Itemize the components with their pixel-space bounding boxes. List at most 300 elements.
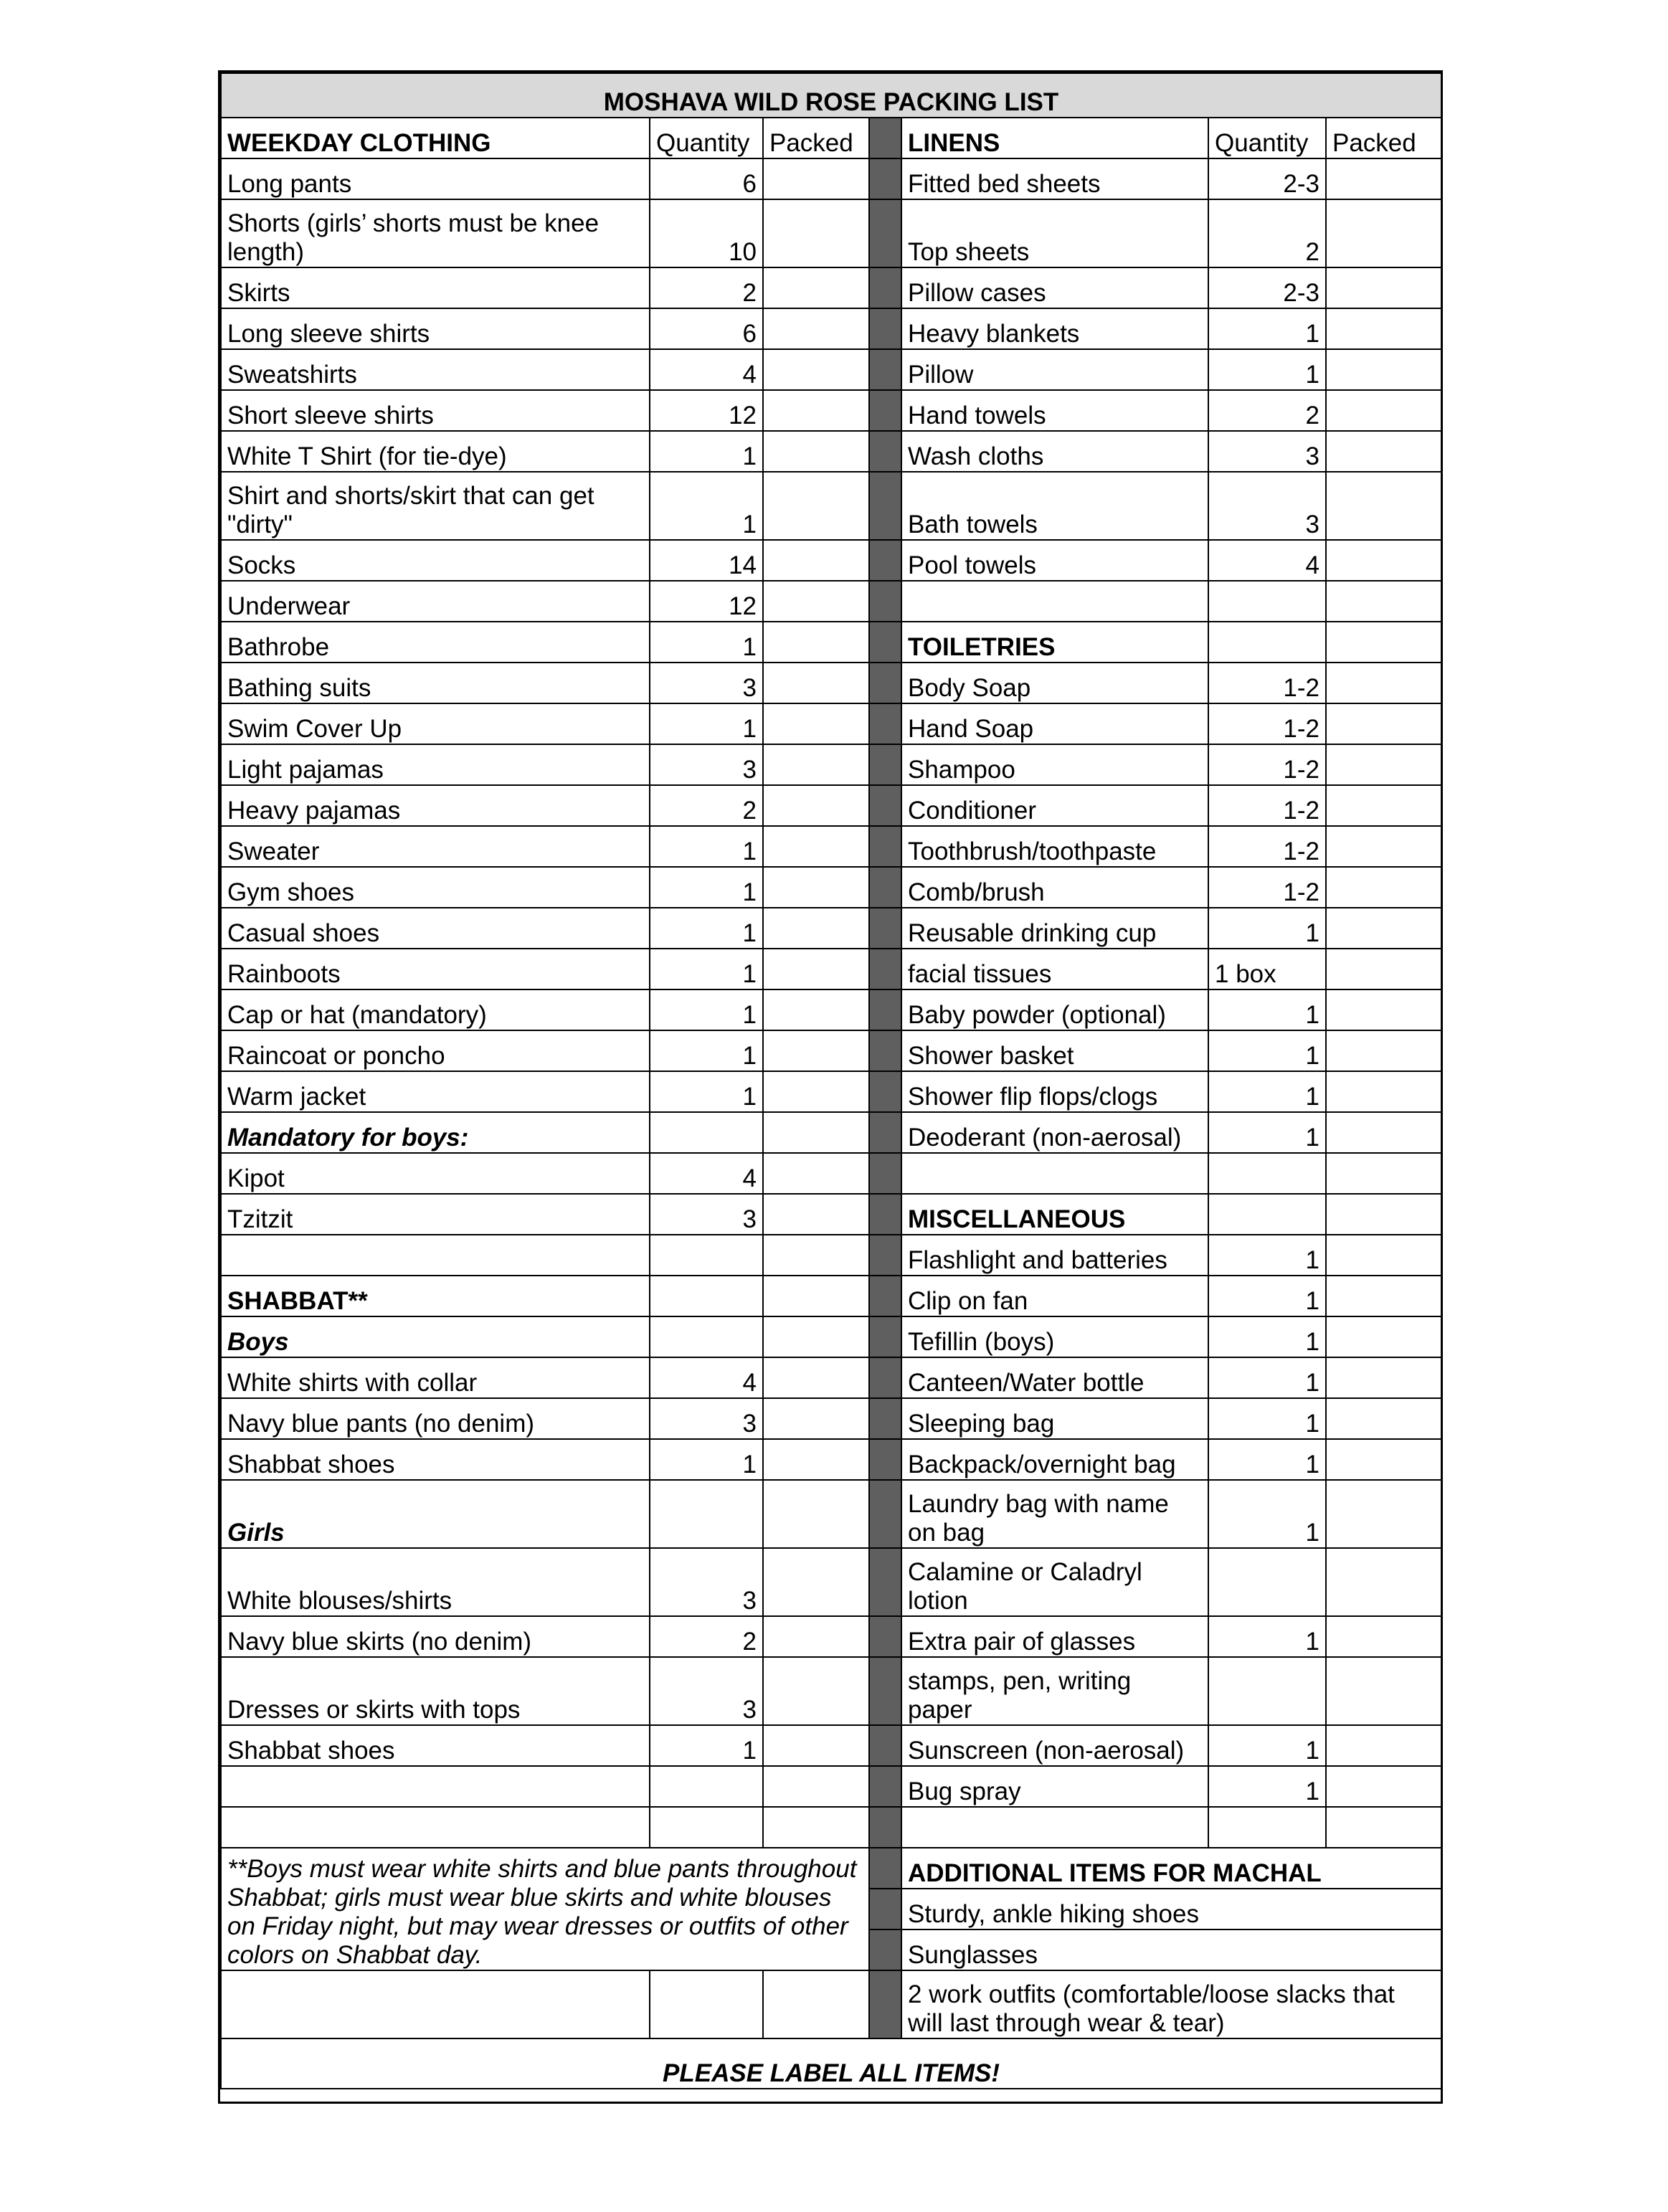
item-name: Cap or hat (mandatory) [221,989,650,1030]
item-name: Navy blue pants (no denim) [221,1398,650,1439]
column-separator [869,199,901,267]
item-name: Canteen/Water bottle [901,1357,1208,1398]
item-quantity: 4 [1208,540,1326,581]
item-quantity: 1 [650,867,763,908]
column-separator [869,1929,901,1970]
packed-checkbox-cell[interactable] [1326,1071,1441,1112]
table-row [221,1398,1441,1439]
column-separator [869,1276,901,1316]
table-row [221,1970,1441,2038]
column-separator [869,989,901,1030]
item-quantity: 1 [1208,1235,1326,1276]
item-name: Underwear [221,581,650,622]
packed-checkbox-cell[interactable] [1326,1398,1441,1439]
item-name: White blouses/shirts [221,1548,650,1616]
weekday-clothing-header: WEEKDAY CLOTHING [221,118,650,158]
packed-checkbox-cell[interactable] [763,949,869,989]
column-separator [869,1357,901,1398]
table-row [221,581,1441,622]
table-row [221,1112,1441,1153]
item-quantity: 1 [650,1439,763,1480]
item-name: Sweater [221,826,650,867]
packed-checkbox-cell[interactable] [763,1548,869,1616]
item-quantity: 1 [1208,908,1326,949]
item-name: Top sheets [901,199,1208,267]
column-separator [869,1616,901,1657]
column-separator [869,744,901,785]
item-name: Long sleeve shirts [221,308,650,349]
item-name: Bath towels [901,472,1208,540]
packed-checkbox-cell[interactable] [1326,908,1441,949]
table-row [221,267,1441,308]
item-name [221,1235,650,1276]
item-quantity: 1 [1208,1766,1326,1807]
packed-checkbox-cell[interactable] [1326,349,1441,390]
item-quantity: 1-2 [1208,826,1326,867]
packed-checkbox-cell[interactable] [763,1071,869,1112]
table-row [221,1357,1441,1398]
packed-checkbox-cell[interactable] [1326,1807,1441,1848]
column-separator [869,1112,901,1153]
packed-checkbox-cell[interactable] [763,663,869,703]
packed-checkbox-cell[interactable] [1326,1235,1441,1276]
item-name: White T Shirt (for tie-dye) [221,431,650,472]
item-name: Short sleeve shirts [221,390,650,431]
machal-item: 2 work outfits (comfortable/loose slacks that will last through wear & tear) [901,1970,1441,2038]
table-row [221,431,1441,472]
table-row [221,867,1441,908]
item-quantity: 1-2 [1208,663,1326,703]
column-separator [869,785,901,826]
item-name: Long pants [221,158,650,199]
packed-checkbox-cell[interactable] [763,1276,869,1316]
packed-checkbox-cell[interactable] [763,1030,869,1071]
item-quantity: 1 box [1208,949,1326,989]
packed-checkbox-cell[interactable] [763,826,869,867]
item-name: Comb/brush [901,867,1208,908]
packed-checkbox-cell[interactable] [1326,622,1441,663]
column-separator [869,867,901,908]
table-row [221,308,1441,349]
item-quantity: 12 [650,390,763,431]
packed-checkbox-cell[interactable] [1326,1030,1441,1071]
item-name: Reusable drinking cup [901,908,1208,949]
item-quantity: 1 [650,908,763,949]
packed-checkbox-cell[interactable] [763,867,869,908]
empty-cell [221,1970,650,2038]
linens-header: LINENS [901,118,1208,158]
item-quantity: 1 [1208,1439,1326,1480]
packed-checkbox-cell[interactable] [763,703,869,744]
column-separator [869,472,901,540]
item-name: Navy blue skirts (no denim) [221,1616,650,1657]
item-quantity: 4 [650,1153,763,1194]
item-name: TOILETRIES [901,622,1208,663]
item-name: Shabbat shoes [221,1439,650,1480]
item-quantity: 1-2 [1208,785,1326,826]
packed-checkbox-cell[interactable] [1326,744,1441,785]
item-name: Sunscreen (non-aerosal) [901,1725,1208,1766]
column-separator [869,1970,901,2038]
packed-checkbox-cell[interactable] [1326,867,1441,908]
item-name: Swim Cover Up [221,703,650,744]
item-name: White shirts with collar [221,1357,650,1398]
packed-checkbox-cell[interactable] [763,431,869,472]
column-separator [869,1439,901,1480]
item-quantity: 1 [650,622,763,663]
packed-checkbox-cell[interactable] [763,472,869,540]
packed-checkbox-cell[interactable] [763,1235,869,1276]
packed-checkbox-cell[interactable] [763,1766,869,1807]
table-row [221,1276,1441,1316]
packed-checkbox-cell[interactable] [763,267,869,308]
item-name: Shabbat shoes [221,1725,650,1766]
item-quantity: 1 [1208,1112,1326,1153]
packed-checkbox-cell[interactable] [1326,431,1441,472]
item-quantity: 1 [650,431,763,472]
table-row [221,1194,1441,1235]
item-quantity [1208,622,1326,663]
item-quantity [1208,1153,1326,1194]
packed-checkbox-cell[interactable] [1326,1112,1441,1153]
column-separator [869,1807,901,1848]
column-separator [869,1235,901,1276]
packed-checkbox-cell[interactable] [1326,1194,1441,1235]
packed-checkbox-cell[interactable] [763,908,869,949]
item-name: Tefillin (boys) [901,1316,1208,1357]
item-quantity: 1 [650,949,763,989]
table-row [221,1657,1441,1725]
table-row [221,1807,1441,1848]
item-name: Bathrobe [221,622,650,663]
packed-checkbox-cell[interactable] [763,1480,869,1548]
packed-checkbox-cell[interactable] [763,1357,869,1398]
item-quantity: 2-3 [1208,267,1326,308]
packed-checkbox-cell[interactable] [1326,1725,1441,1766]
packed-checkbox-cell[interactable] [1326,1316,1441,1357]
item-name: Pillow cases [901,267,1208,308]
item-name: Backpack/overnight bag [901,1439,1208,1480]
table-row [221,1480,1441,1548]
column-separator [869,663,901,703]
item-quantity: 3 [650,1657,763,1725]
item-quantity [650,1480,763,1548]
item-name: facial tissues [901,949,1208,989]
table-row [221,158,1441,199]
packed-checkbox-cell[interactable] [1326,1616,1441,1657]
column-separator [869,1194,901,1235]
column-separator [869,1725,901,1766]
table-row [221,908,1441,949]
item-name: Sleeping bag [901,1398,1208,1439]
item-quantity: 2 [1208,199,1326,267]
item-quantity [1208,1194,1326,1235]
item-quantity: 3 [650,1194,763,1235]
item-name: Deoderant (non-aerosal) [901,1112,1208,1153]
column-separator [869,1889,901,1929]
item-name: Shirt and shorts/skirt that can get "dirty" [221,472,650,540]
item-quantity: 1 [1208,1316,1326,1357]
list-title: MOSHAVA WILD ROSE PACKING LIST [221,73,1441,118]
item-quantity: 3 [650,744,763,785]
packed-checkbox-cell[interactable] [1326,1153,1441,1194]
packed-checkbox-cell[interactable] [763,540,869,581]
packed-checkbox-cell[interactable] [1326,308,1441,349]
item-quantity [1208,1807,1326,1848]
item-name: Raincoat or poncho [221,1030,650,1071]
item-name: Tzitzit [221,1194,650,1235]
packed-checkbox-cell[interactable] [763,199,869,267]
column-separator [869,1316,901,1357]
packed-checkbox-cell[interactable] [763,1398,869,1439]
packed-checkbox-cell[interactable] [1326,1439,1441,1480]
item-name: Pool towels [901,540,1208,581]
table-row [221,1548,1441,1616]
column-separator [869,158,901,199]
item-name: Baby powder (optional) [901,989,1208,1030]
packed-checkbox-cell[interactable] [1326,1357,1441,1398]
packed-checkbox-cell[interactable] [763,622,869,663]
item-name: MISCELLANEOUS [901,1194,1208,1235]
packed-checkbox-cell[interactable] [763,390,869,431]
packed-checkbox-cell[interactable] [1326,540,1441,581]
packed-checkbox-cell[interactable] [763,744,869,785]
item-name: Gym shoes [221,867,650,908]
item-name: Calamine or Caladryl lotion [901,1548,1208,1616]
packed-checkbox-cell[interactable] [1326,1548,1441,1616]
table-row [221,1725,1441,1766]
item-quantity: 1 [650,826,763,867]
column-separator [869,349,901,390]
item-quantity: 1 [1208,1725,1326,1766]
item-quantity: 6 [650,308,763,349]
item-quantity: 1-2 [1208,744,1326,785]
column-separator [869,581,901,622]
packed-checkbox-cell[interactable] [763,1153,869,1194]
empty-cell [650,1970,763,2038]
table-row [221,949,1441,989]
packed-checkbox-cell[interactable] [1326,949,1441,989]
packed-checkbox-cell[interactable] [1326,158,1441,199]
packed-checkbox-cell[interactable] [1326,703,1441,744]
column-separator [869,908,901,949]
item-name: Heavy pajamas [221,785,650,826]
item-quantity: 2 [650,267,763,308]
item-name: Shower basket [901,1030,1208,1071]
item-name: stamps, pen, writing paper [901,1657,1208,1725]
item-name [221,1807,650,1848]
item-quantity [650,1766,763,1807]
item-quantity: 1 [1208,1030,1326,1071]
column-separator [869,390,901,431]
item-quantity: 1 [650,472,763,540]
item-name: Warm jacket [221,1071,650,1112]
item-quantity: 3 [650,663,763,703]
item-quantity [1208,1657,1326,1725]
item-name: Dresses or skirts with tops [221,1657,650,1725]
item-quantity: 6 [650,158,763,199]
column-separator [869,826,901,867]
machal-item: Sturdy, ankle hiking shoes [901,1889,1441,1929]
packed-checkbox-cell[interactable] [763,1970,869,2038]
column-separator [869,1153,901,1194]
item-quantity: 14 [650,540,763,581]
item-quantity: 2 [650,1616,763,1657]
item-name: Wash cloths [901,431,1208,472]
packed-checkbox-cell[interactable] [763,785,869,826]
packed-checkbox-cell[interactable] [1326,581,1441,622]
packed-checkbox-cell[interactable] [1326,390,1441,431]
item-name: Fitted bed sheets [901,158,1208,199]
packed-checkbox-cell[interactable] [1326,1657,1441,1725]
packed-checkbox-cell[interactable] [763,158,869,199]
table-row [221,390,1441,431]
item-name: Laundry bag with name on bag [901,1480,1208,1548]
footer-label-reminder: PLEASE LABEL ALL ITEMS! [221,2038,1441,2089]
table-row [221,622,1441,663]
item-name: Boys [221,1316,650,1357]
item-quantity: 1 [1208,1398,1326,1439]
item-name: Hand towels [901,390,1208,431]
column-separator [869,1071,901,1112]
column-separator [869,1480,901,1548]
item-quantity: 1-2 [1208,867,1326,908]
column-separator [869,540,901,581]
packed-checkbox-cell[interactable] [1326,989,1441,1030]
table-row [221,989,1441,1030]
table-row [221,349,1441,390]
machal-item: Sunglasses [901,1929,1441,1970]
packed-checkbox-cell[interactable] [1326,1766,1441,1807]
packed-checkbox-cell[interactable] [763,1439,869,1480]
item-name: SHABBAT** [221,1276,650,1316]
shabbat-note: **Boys must wear white shirts and blue pants throughout Shabbat; girls must wear blue skirts and white blouses on Friday night, but may wear dresses or outfits of other colors on Shabbat day. [221,1848,869,1970]
packed-checkbox-cell[interactable] [1326,199,1441,267]
item-name [901,1153,1208,1194]
item-quantity: 2-3 [1208,158,1326,199]
item-quantity: 1 [1208,308,1326,349]
table-row [221,1316,1441,1357]
item-name: Shorts (girls’ shorts must be knee length) [221,199,650,267]
item-name [901,581,1208,622]
item-quantity: 1 [1208,349,1326,390]
packed-checkbox-cell[interactable] [763,989,869,1030]
column-separator [869,431,901,472]
packed-checkbox-cell[interactable] [1326,826,1441,867]
column-separator [869,622,901,663]
item-quantity [650,1235,763,1276]
table-row [221,1030,1441,1071]
packed-checkbox-cell[interactable] [763,1616,869,1657]
right-packed-header: Packed [1326,118,1441,158]
packed-checkbox-cell[interactable] [763,349,869,390]
item-quantity: 1 [1208,1480,1326,1548]
footer-row [221,2038,1441,2089]
packed-checkbox-cell[interactable] [763,1725,869,1766]
item-name: Light pajamas [221,744,650,785]
table-row [221,199,1441,267]
item-name [221,1766,650,1807]
packed-checkbox-cell[interactable] [1326,267,1441,308]
packed-checkbox-cell[interactable] [763,581,869,622]
item-name: Bathing suits [221,663,650,703]
packed-checkbox-cell[interactable] [763,1194,869,1235]
table-row [221,1766,1441,1807]
item-quantity [650,1316,763,1357]
item-name: Body Soap [901,663,1208,703]
item-quantity: 3 [650,1398,763,1439]
item-quantity: 1 [1208,1276,1326,1316]
packed-checkbox-cell[interactable] [1326,472,1441,540]
table-row [221,744,1441,785]
item-name: Sweatshirts [221,349,650,390]
item-quantity: 1 [1208,1357,1326,1398]
item-quantity: 1-2 [1208,703,1326,744]
item-quantity [1208,1548,1326,1616]
item-name: Hand Soap [901,703,1208,744]
item-quantity: 4 [650,349,763,390]
packed-checkbox-cell[interactable] [1326,785,1441,826]
packed-checkbox-cell[interactable] [763,1657,869,1725]
item-quantity: 1 [1208,989,1326,1030]
packed-checkbox-cell[interactable] [1326,1276,1441,1316]
packed-checkbox-cell[interactable] [1326,1480,1441,1548]
item-name: Flashlight and batteries [901,1235,1208,1276]
left-quantity-header: Quantity [650,118,763,158]
item-quantity: 12 [650,581,763,622]
packed-checkbox-cell[interactable] [763,1112,869,1153]
packing-list-sheet [218,70,1443,2104]
item-name: Socks [221,540,650,581]
item-name: Shampoo [901,744,1208,785]
packing-list-table [220,72,1442,2089]
item-quantity: 3 [650,1548,763,1616]
column-separator [869,703,901,744]
item-quantity: 2 [650,785,763,826]
column-separator [869,1848,901,1889]
item-name: Kipot [221,1153,650,1194]
item-quantity: 1 [650,989,763,1030]
table-row [221,1153,1441,1194]
item-quantity [650,1276,763,1316]
item-name: Girls [221,1480,650,1548]
column-separator [869,118,901,158]
column-separator [869,949,901,989]
packed-checkbox-cell[interactable] [763,1807,869,1848]
item-quantity: 1 [650,1725,763,1766]
item-quantity: 1 [650,703,763,744]
item-name: Shower flip flops/clogs [901,1071,1208,1112]
column-separator [869,267,901,308]
item-quantity: 1 [650,1030,763,1071]
item-quantity: 2 [1208,390,1326,431]
item-quantity: 4 [650,1357,763,1398]
packed-checkbox-cell[interactable] [763,308,869,349]
table-row [221,703,1441,744]
item-quantity: 3 [1208,472,1326,540]
item-name: Conditioner [901,785,1208,826]
table-row [221,1071,1441,1112]
column-separator [869,1030,901,1071]
column-separator [869,1657,901,1725]
item-name: Toothbrush/toothpaste [901,826,1208,867]
item-quantity: 1 [1208,1071,1326,1112]
packed-checkbox-cell[interactable] [1326,663,1441,703]
packed-checkbox-cell[interactable] [763,1316,869,1357]
item-name: Heavy blankets [901,308,1208,349]
column-separator [869,1398,901,1439]
item-name: Skirts [221,267,650,308]
